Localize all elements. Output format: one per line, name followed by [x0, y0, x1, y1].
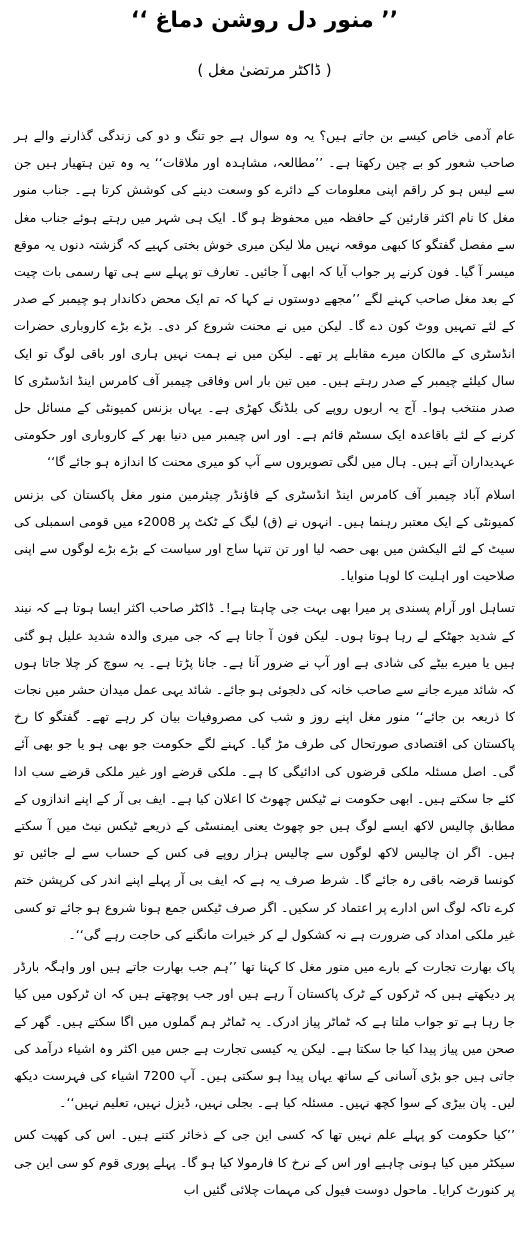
- paragraph: عام آدمی خاص کیسے بن جاتے ہیں؟ یہ وہ سوال ہے جو تنگ و دو کی زندگی گذارنے والے ہر صاحب شعور کو بے چین رکھتا ہے۔ ’’مطالعہ، مشاہدہ اور ملاقات‘‘ یہ وہ تین ہتھیار ہیں جن سے لیس ہو کر راقم اپنی معلومات کے دائرے کو وسعت دینے کی کوشش کرتا ہے۔ جناب منور مغل کا نام اکثر قارئین کے حافظہ میں محفوظ ہو گا۔ ایک ہی شہر میں رہتے ہوئے جناب مغل سے مفصل گفتگو کا کبھی موقعہ نہیں ملا لیکن میری خوش بختی کہیے کہ گزشتہ دنوں یہ موقع میسر آ گیا۔ فون کرنے پر جواب آیا کہ ابھی آ جائیں۔ تعارف تو پہلے سے ہی تھا رسمی بات چیت کے بعد مغل صاحب کہنے لگے ’’مجھے دوستوں نے کہا کہ تم ایک محض دکاندار ہو چیمبر کے صدر کے لئے تمہیں ووٹ کون دے گا۔ لیکن میں نے محنت شروع کر دی۔ بڑے بڑے کاروباری حضرات انڈسٹری کے مالکان میرے مقابلے پر تھے۔ لیکن میں نے ہمت نہیں ہاری اور باقی لوگ تو ایک سال کیلئے چیمبر کے صدر رہتے ہیں۔ میں تین بار اس وفاقی چیمبر آف کامرس اینڈ انڈسٹری کا صدر منتخب ہوا۔ آج یہ اربوں روپے کی بلڈنگ کھڑی ہے۔ یہاں بزنس کمیونٹی کے مسائل حل کرنے کے لئے باقاعدہ ایک سسٹم قائم ہے۔ اور اس چیمبر میں دنیا بھر کے کاروباری اور حکومتی عہدیداران آتے ہیں۔ ہال میں لگی تصویروں سے آپ کو میری محنت کا اندازہ ہو جائے گا‘‘: [14, 128, 515, 470]
- article-body: [14, 122, 515, 1203]
- paragraph: ’’کیا حکومت کو پہلے علم نہیں تھا کہ کسی این جی کے ذخائر کتنے ہیں۔ اس کی کھپت کس سیکٹر میں کیا ہونی چاہیے اور اس کے نرخ کا فارمولا کیا ہو گا۔ پہلے پوری قوم کو سی این جی پر کنورٹ کرایا۔ ماحول دوست فیول کی مہمات چلائی گئیں اب: [14, 1127, 515, 1197]
- paragraph: پاک بھارت تجارت کے بارے میں منور مغل کا کہنا تھا ’’ہم جب بھارت جاتے ہیں اور واہگہ بارڈر پر دیکھتے ہیں کہ ٹرکوں کے ٹرک پاکستان آ رہے ہیں اور جب پوچھتے ہیں کہ ان ٹرکوں میں کیا جا رہا ہے تو جواب ملتا ہے کہ ٹماٹر پیاز ادرک۔ یہ ٹماٹر ہم گملوں میں اگا سکتے ہیں۔ گھر کے صحن میں پیاز پیدا کیا جا سکتا ہے۔ لیکن یہ کیسی تجارت ہے جس میں اکثر وہ اشیاء درآمد کی جاتی ہیں جو بڑی آسانی کے ساتھ یہاں پیدا ہو سکتی ہیں۔ آپ 7200 اشیاء کی فہرست دیکھ لیں۔ پان بیڑی کے سوا کچھ نہیں۔ مسئلہ کیا ہے۔ بجلی نہیں، ڈیزل نہیں، تعلیم نہیں‘‘۔: [14, 959, 515, 1111]
- paragraph: تساہل اور آرام پسندی پر میرا بھی بہت جی چاہتا ہے!۔ ڈاکٹر صاحب اکثر ایسا ہوتا ہے کہ نیند کے شدید جھٹکے لے رہا ہوتا ہوں۔ لیکن فون آ جاتا ہے کہ جی میری والدہ شدید علیل ہو گئی ہیں یا میرے بیٹے کی شادی ہے اور آپ نے ضرور آنا ہے۔ جانا پڑتا ہے۔ یہ سوچ کر چلا جاتا ہوں کہ شائد میرے جانے سے صاحب خانہ کی دلجوئی ہو جائے۔ شائد یہی عمل میدان حشر میں نجات کا ذریعہ بن جائے‘‘ منور مغل اپنے روز و شب کی مصروفیات بیان کر رہے تھے۔ گفتگو کا رخ پاکستان کی اقتصادی صورتحال کی طرف مڑ گیا۔ کہنے لگے حکومت جو بھی ہو یا جو بھی آئے گی۔ اصل مسئلہ ملکی قرضوں کی ادائیگی کا ہے۔ ملکی قرضے اور غیر ملکی قرضے سب ادا کئے جا سکتے ہیں۔ ابھی حکومت نے ٹیکس چھوٹ کا اعلان کیا ہے۔ ایف بی آر کے اپنے اندازوں کے مطابق چالیس لاکھ ایسے لوگ ہیں جو چھوٹ یعنی ایمنسٹی کے ذریعے ٹیکس نیٹ میں آ سکتے ہیں۔ اگر ان چالیس لاکھ لوگوں سے چالیس ہزار روپے فی کس کے حساب سے لے جائیں تو کونسا قرضہ باقی رہ جائے گا۔ شرط صرف یہ ہے کہ ایف بی آر پہلے اپنے اندر کی کرپشن ختم کرے تاکہ لوگ اس ادارے پر اعتماد کر سکیں۔ اگر صرف ٹیکس جمع ہونا شروع ہو جائے تو کسی غیر ملکی امداد کی ضرورت ہے نہ کشکول لے کر خیرات مانگنے کی حاجت رہے گی‘‘۔: [14, 600, 515, 942]
- author-byline: ( ڈاکٹر مرتضیٰ مغل ): [197, 61, 332, 79]
- paragraph: اسلام آباد چیمبر آف کامرس اینڈ انڈسٹری کے فاؤنڈر چیئرمین منور مغل پاکستان کی بزنس کمیونٹی کے ایک معتبر رہنما ہیں۔ انہوں نے (ق) لیگ کے ٹکٹ پر 2008ء میں قومی اسمبلی کی سیٹ کے لئے الیکشن میں بھی حصہ لیا اور تن تنہا ساج اور سیاست کے بڑے بڑے لوگوں سے اپنی صلاحیت اور اہلیت کا لوہا منوایا۔: [14, 486, 515, 584]
- article-title: ’’ منور دل روشن دماغ ‘‘: [130, 8, 399, 33]
